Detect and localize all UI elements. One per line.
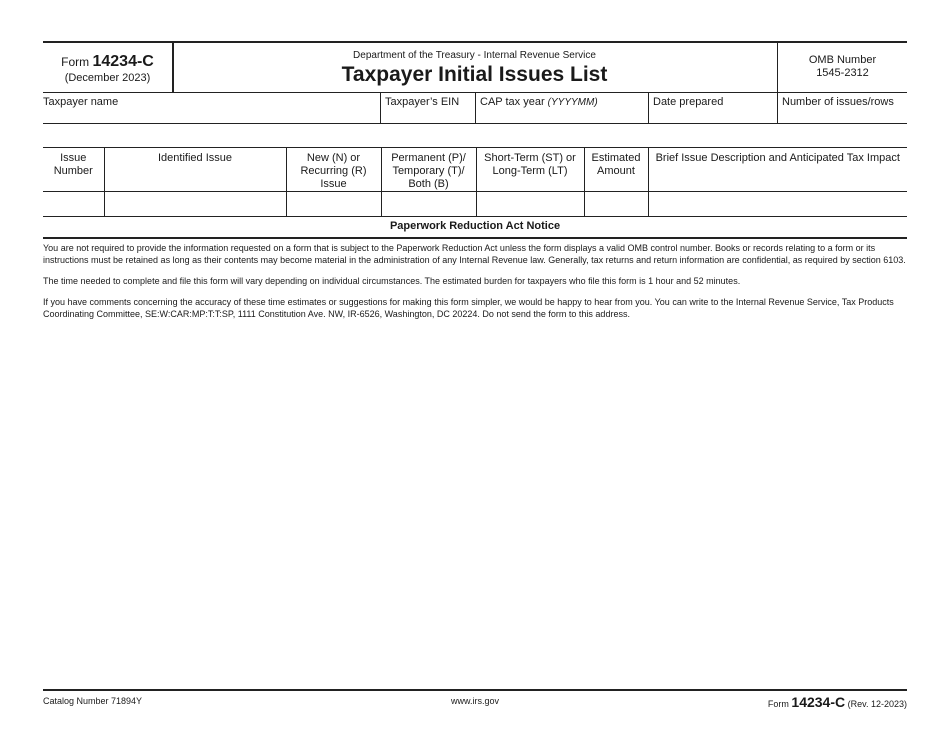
estimated-amount-input[interactable] [584,192,648,217]
col-issue-number: Issue Number [43,148,104,192]
col-new-recurring: New (N) or Recurring (R) Issue [286,148,381,192]
department: Department of the Treasury - Internal Revenue Service [353,50,596,61]
num-issues-field[interactable] [777,93,907,123]
taxpayer-name-label: Taxpayer name [43,96,119,108]
notice-body [43,242,907,320]
notice-paragraph-3: If you have comments concerning the accuracy of these time estimates or suggestions for making this form simpler, we would be happy to hear from you. You can write to the Internal Revenue Service, Tax Products Coordinating Committee, SE:W:CAR:MP:T:T:SP, 1111 Constitution Ave. NW, IR-6526, Washington, DC 20224. Do not send the form to this address. [43,297,894,319]
ein-label: Taxpayer’s EIN [385,96,460,108]
col-permanent-temporary: Permanent (P)/ Temporary (T)/ Both (B) [381,148,476,192]
notice-paragraph-2: The time needed to complete and file this form will vary depending on individual circumstances. The estimated burden for taxpayers who file this form is 1 hour and 52 minutes. [43,276,741,286]
col-brief-description: Brief Issue Description and Anticipated Tax Impact [648,148,907,192]
catalog-number: Catalog Number 71894Y [43,696,143,706]
short-long-term-input[interactable] [476,192,584,217]
form-header [43,41,907,93]
form-number-line [43,53,172,71]
page-title: Taxpayer Initial Issues List [341,63,608,86]
footer-revision: (Rev. 12-2023) [847,699,907,709]
form-date: (December 2023) [64,72,151,84]
page-footer [43,689,907,710]
col-short-long-term: Short-Term (ST) or Long-Term (LT) [476,148,584,192]
permanent-temporary-input[interactable] [381,192,476,217]
date-prepared-field[interactable] [648,93,777,123]
cap-tax-year-field[interactable] [475,93,648,123]
website-link[interactable]: www.irs.gov [450,696,499,706]
footer-form-label: Form [767,699,789,709]
omb-box [777,43,907,92]
taxpayer-name-field[interactable] [43,93,380,123]
omb-number: 1545-2312 [816,67,869,79]
table-header-row [43,148,907,192]
form-number: 14234-C [92,53,154,70]
table-row [43,192,907,217]
notice-paragraph-1: You are not required to provide the information requested on a form that is subject to the Paperwork Reduction Act unless the form displays a valid OMB control number. Books or records relating to a form or its instructions must be retained as long as their contents may become material in the administration of any Internal Revenue law. Generally, tax returns and return information are confidential, as required by section 6103. [43,243,906,265]
taxpayer-info-row [43,93,907,124]
omb-label: OMB Number [808,54,877,66]
footer-form-id [768,694,907,710]
form-label: Form [61,55,90,69]
notice-title: Paperwork Reduction Act Notice [43,217,907,239]
new-recurring-input[interactable] [286,192,381,217]
issue-number-input[interactable] [43,192,104,217]
date-prepared-label: Date prepared [653,96,724,108]
form-id-box [43,43,174,92]
title-box [174,43,775,92]
issues-table [43,147,907,217]
cap-year-hint: (YYYYMM) [547,97,598,108]
col-estimated-amount: Estimated Amount [584,148,648,192]
identified-issue-input[interactable] [104,192,286,217]
brief-description-input[interactable] [648,192,907,217]
ein-field[interactable] [380,93,475,123]
col-identified-issue: Identified Issue [104,148,286,192]
num-issues-label: Number of issues/rows [782,96,894,108]
form-page [43,41,907,329]
footer-form-number: 14234-C [791,694,846,710]
cap-year-label: CAP tax year [480,96,545,108]
